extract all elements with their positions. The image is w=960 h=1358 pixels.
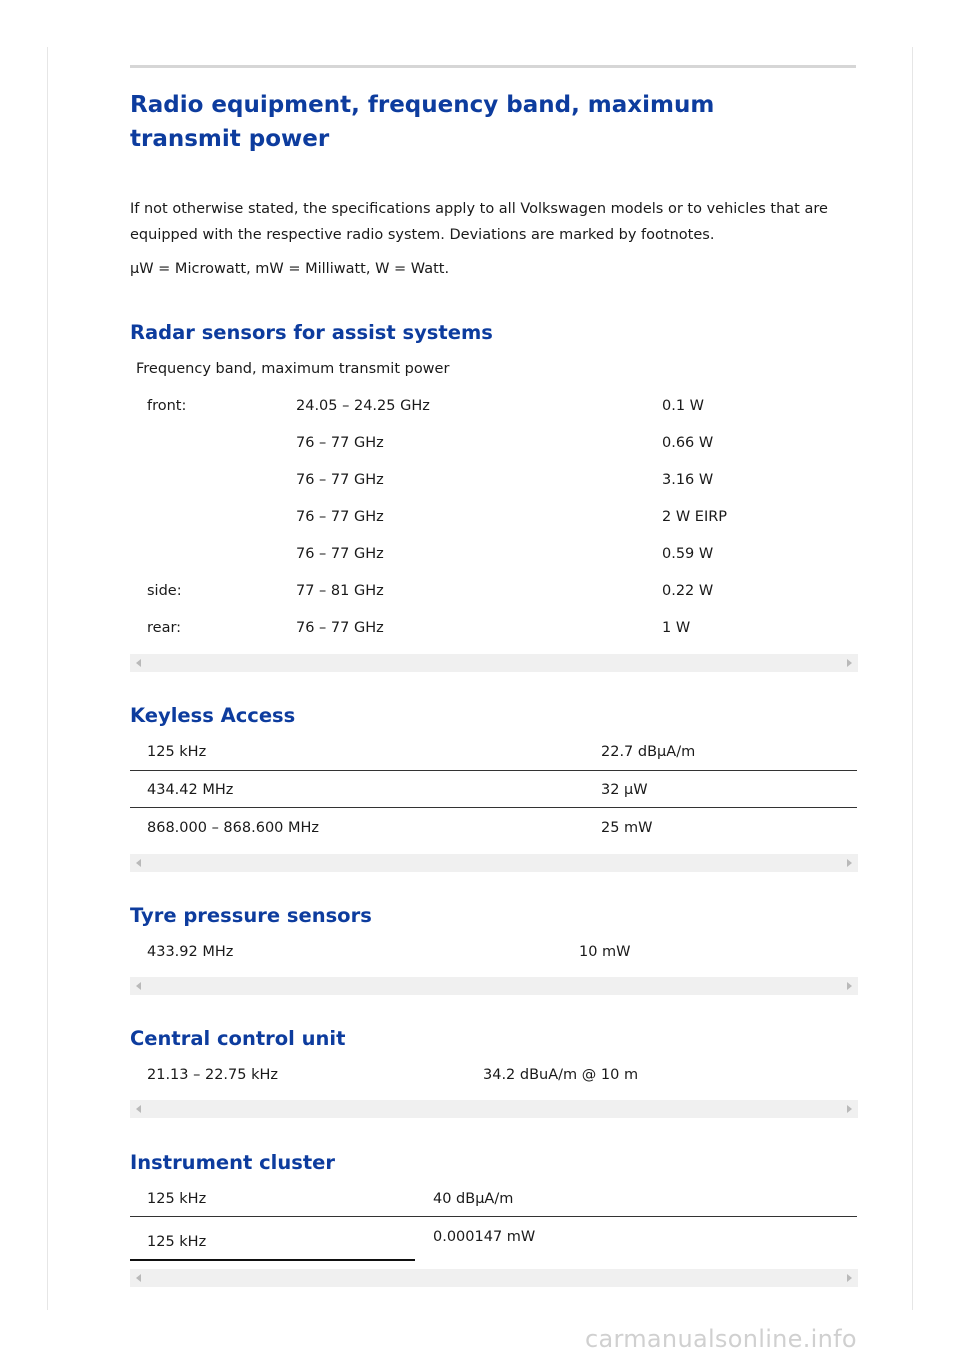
radar-row-power: 0.59 W <box>662 546 714 562</box>
radar-row-band: 24.05 – 24.25 GHz <box>296 398 430 414</box>
keyless-table-scrollbar[interactable] <box>130 854 858 872</box>
radar-row-label: front: <box>147 398 187 414</box>
radar-row-power: 3.16 W <box>662 472 714 488</box>
units-note: µW = Microwatt, mW = Milliwatt, W = Watt. <box>130 261 450 277</box>
tyre-heading: Tyre pressure sensors <box>130 904 372 927</box>
scroll-left-icon[interactable] <box>136 859 141 867</box>
radar-row-band: 76 – 77 GHz <box>296 509 384 525</box>
cluster-table-scrollbar[interactable] <box>130 1269 858 1287</box>
central-row-power: 34.2 dBuA/m @ 10 m <box>483 1067 639 1083</box>
tyre-row-power: 10 mW <box>579 944 631 960</box>
scroll-left-icon[interactable] <box>136 1105 141 1113</box>
tyre-row-band: 433.92 MHz <box>147 944 234 960</box>
table-bottom-rule <box>130 1259 415 1261</box>
radar-table-scrollbar[interactable] <box>130 654 858 672</box>
cluster-row-power: 0.000147 mW <box>433 1229 536 1245</box>
table-row-divider <box>130 807 857 808</box>
cluster-row-band: 125 kHz <box>147 1234 207 1250</box>
scroll-right-icon[interactable] <box>847 982 852 990</box>
keyless-row-power: 25 mW <box>601 820 653 836</box>
central-heading: Central control unit <box>130 1027 346 1050</box>
scroll-left-icon[interactable] <box>136 982 141 990</box>
cluster-heading: Instrument cluster <box>130 1151 335 1174</box>
radar-subheading: Frequency band, maximum transmit power <box>136 361 450 377</box>
radar-row-band: 76 – 77 GHz <box>296 472 384 488</box>
radar-row-power: 2 W EIRP <box>662 509 728 525</box>
radar-row-power: 0.1 W <box>662 398 705 414</box>
radar-row-label: side: <box>147 583 182 599</box>
tyre-table-scrollbar[interactable] <box>130 977 858 995</box>
radar-row-power: 0.66 W <box>662 435 714 451</box>
scroll-right-icon[interactable] <box>847 859 852 867</box>
radar-row-band: 76 – 77 GHz <box>296 435 384 451</box>
keyless-row-power: 32 µW <box>601 782 648 798</box>
central-row-band: 21.13 – 22.75 kHz <box>147 1067 279 1083</box>
top-divider <box>130 65 856 68</box>
page-title: Radio equipment, frequency band, maximum transmit power <box>130 92 715 152</box>
central-table-scrollbar[interactable] <box>130 1100 858 1118</box>
keyless-row-band: 868.000 – 868.600 MHz <box>147 820 320 836</box>
keyless-row-power: 22.7 dBµA/m <box>601 744 696 760</box>
keyless-heading: Keyless Access <box>130 704 296 727</box>
radar-heading: Radar sensors for assist systems <box>130 321 493 344</box>
scroll-left-icon[interactable] <box>136 1274 141 1282</box>
page-right-border <box>912 47 913 1310</box>
table-row-divider <box>130 1216 857 1217</box>
keyless-row-band: 125 kHz <box>147 744 207 760</box>
keyless-row-band: 434.42 MHz <box>147 782 234 798</box>
page-left-border <box>47 47 48 1310</box>
scroll-right-icon[interactable] <box>847 1274 852 1282</box>
radar-row-band: 76 – 77 GHz <box>296 546 384 562</box>
radar-row-power: 1 W <box>662 620 691 636</box>
cluster-row-band: 125 kHz <box>147 1191 207 1207</box>
radar-row-band: 76 – 77 GHz <box>296 620 384 636</box>
intro-paragraph: If not otherwise stated, the specifications apply to all Volkswagen models or to vehicles that are equipped with the respective radio system. Deviations are marked by footnotes. <box>130 201 828 243</box>
radar-row-band: 77 – 81 GHz <box>296 583 384 599</box>
radar-row-label: rear: <box>147 620 182 636</box>
radar-row-power: 0.22 W <box>662 583 714 599</box>
scroll-right-icon[interactable] <box>847 1105 852 1113</box>
cluster-row-power: 40 dBµA/m <box>433 1191 514 1207</box>
scroll-right-icon[interactable] <box>847 659 852 667</box>
scroll-left-icon[interactable] <box>136 659 141 667</box>
watermark: carmanualsonline.info <box>585 1325 857 1353</box>
table-row-divider <box>130 770 857 771</box>
